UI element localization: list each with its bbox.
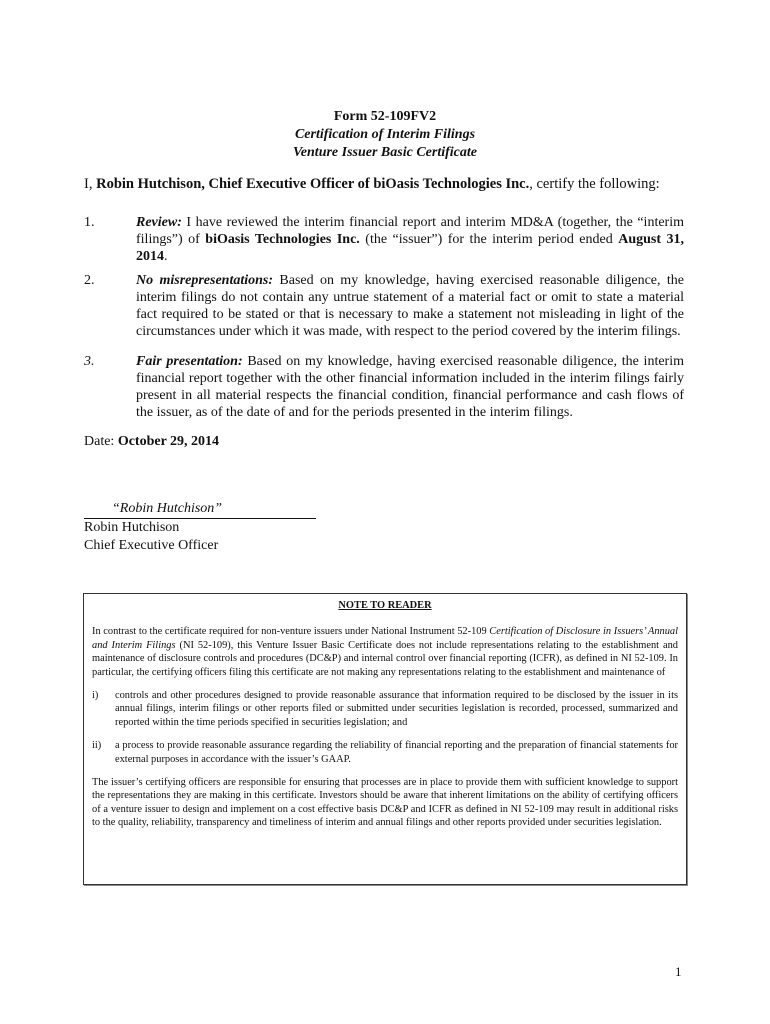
item-no-misrepresentations <box>84 272 684 340</box>
issuer-name: biOasis Technologies Inc. <box>205 232 360 247</box>
intro-prefix: I, <box>84 176 97 192</box>
list-label: ii) <box>92 740 102 752</box>
list-text: a process to provide reasonable assurance regarding the reliability of financial reporting and the preparation of financial statements for external purposes in accordance with the issuer’s GAAP. <box>115 740 678 765</box>
note-to-reader-box <box>83 593 687 885</box>
certification-intro <box>84 176 684 193</box>
item-heading: Review: <box>136 215 182 230</box>
item-heading: Fair presentation: <box>136 354 243 369</box>
note-paragraph-2: The issuer’s certifying officers are responsible for ensuring that processes are in place to provide them with sufficient knowledge to support the representations they are making in this certificate. Investors should be aware that inherent limitations on the ability of certifying officers of a venture issuer to design and implement on a cost effective basis DC&P and ICFR as defined in NI 52-109 may result in additional risks to the quality, reliability, transparency and timeliness of interim and annual filings and other reports provided under securities legislation. <box>92 777 678 829</box>
note-list-item <box>92 739 678 766</box>
intro-suffix: , certify the following: <box>529 176 660 192</box>
item-number: 1. <box>84 215 95 230</box>
item-text-end: . <box>164 249 168 264</box>
date-label: Date: <box>84 434 118 449</box>
certificate-type: Venture Issuer Basic Certificate <box>293 145 477 160</box>
note-text: In contrast to the certificate required for non-venture issuers under National Instrument 52-109 <box>92 626 490 638</box>
form-title: Form 52-109FV2 <box>333 109 437 124</box>
item-number: 3. <box>84 354 95 369</box>
signer-title: Chief Executive Officer <box>84 538 219 553</box>
signer-name: Robin Hutchison <box>84 520 180 535</box>
item-heading: No misrepresentations: <box>136 273 274 288</box>
certificate-header <box>0 108 770 162</box>
date-value: October 29, 2014 <box>117 434 220 449</box>
item-text: Based on my knowledge, having exercised reasonable diligence, the interim financial report together with the other financial information included in the interim filings fairly present in all material respects the financial condition, financial performance and cash flows of the issuer, as of the date of and for the periods presented in the interim filings. <box>136 354 684 420</box>
signature-block <box>84 500 316 555</box>
interim-period-end: August 31, 2014 <box>136 232 684 264</box>
note-list-item <box>92 689 678 729</box>
list-label: i) <box>92 690 99 702</box>
item-fair-presentation <box>84 353 684 421</box>
certificate-date <box>84 434 219 450</box>
note-text-continued: (NI 52-109), this Venture Issuer Basic Certificate does not include representations relating to the establishment and maintenance of disclosure controls and procedures (DC&P) and internal control over financial reporting (ICFR), as defined in NI 52-109. In particular, the certifying officers filing this certificate are not making any representations relating to the establishment and maintenance of <box>92 639 679 678</box>
item-review <box>84 214 684 265</box>
item-number: 2. <box>84 273 95 288</box>
certificate-subtitle: Certification of Interim Filings <box>294 127 476 142</box>
note-title: NOTE TO READER <box>338 600 432 611</box>
signature-line: “Robin Hutchison” <box>84 500 316 519</box>
certifier-name: Robin Hutchison, Chief Executive Officer of biOasis Technologies Inc. <box>96 176 530 192</box>
instrument-title: Certification of Disclosure in Issuers’ Annual and Interim Filings <box>92 626 678 651</box>
note-paragraph-1 <box>92 625 678 679</box>
item-text: Based on my knowledge, having exercised reasonable diligence, the interim filings do not contain any untrue statement of a material fact or omit to state a material fact required to be stated or that is necessary to make a statement not misleading in light of the circumstances under which it was made, with respect to the period covered by the interim filings. <box>136 273 684 339</box>
item-text-continued: (the “issuer”) for the interim period ended <box>359 232 619 247</box>
list-text: controls and other procedures designed to provide reasonable assurance that information required to be disclosed by the issuer in its annual filings, interim filings or other reports filed or submitted under securities legislation is recorded, processed, summarized and reported within the time periods specified in securities legislation; and <box>115 690 678 728</box>
item-text: I have reviewed the interim financial report and interim MD&A (together, the “interim filings”) of <box>136 215 684 247</box>
page-number: 1 <box>675 964 682 979</box>
